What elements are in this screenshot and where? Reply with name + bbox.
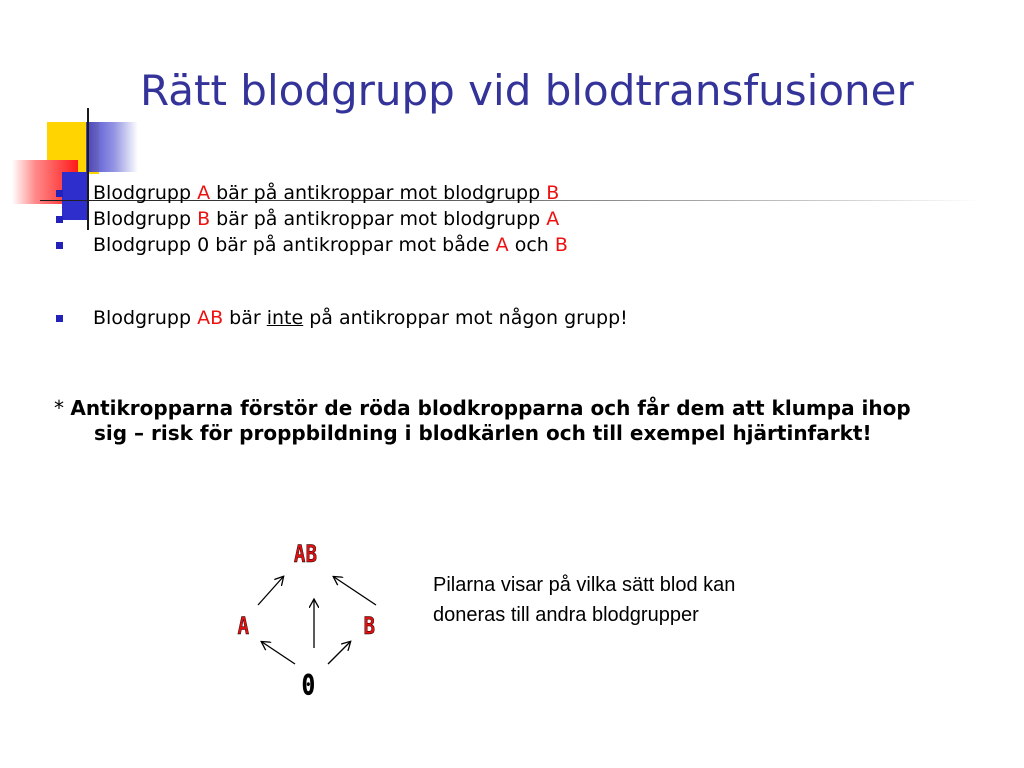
bullet-list-ab [56,305,628,331]
bullet-item: Blodgrupp B bär på antikroppar mot blodgrupp A [56,206,568,232]
donation-arrows [220,540,420,710]
bullet-item: Blodgrupp A bär på antikroppar mot blodgrupp B [56,180,568,206]
arrow-0-to-a [262,642,295,664]
decor-blue-square [86,122,138,172]
node-0: 0 [301,668,316,701]
donation-diagram [220,540,420,710]
bullet-item: Blodgrupp AB bär inte på antikroppar mot någon grupp! [56,305,628,331]
bullet-square-icon [56,315,63,322]
bullet-square-icon [56,216,63,223]
slide-title: Rätt blodgrupp vid blodtransfusioner [140,66,914,115]
node-ab: AB [293,540,318,568]
arrow-0-to-b [328,642,350,664]
node-b: B [363,612,376,640]
bullet-list-antibodies [56,180,568,258]
warning-note: * Antikropparna förstör de röda blodkropparna och får dem att klumpa ihop sig – risk för proppbildning i blodkärlen och till exempel hjärtinfarkt! [54,396,911,445]
bullet-item: Blodgrupp 0 bär på antikroppar mot både A och B [56,232,568,258]
bullet-square-icon [56,190,63,197]
diagram-caption: Pilarna visar på vilka sätt blod kan doneras till andra blodgrupper [433,574,736,626]
bullet-square-icon [56,242,63,249]
node-a: A [237,612,250,640]
arrow-a-to-ab [258,577,283,605]
arrow-b-to-ab [334,577,376,605]
